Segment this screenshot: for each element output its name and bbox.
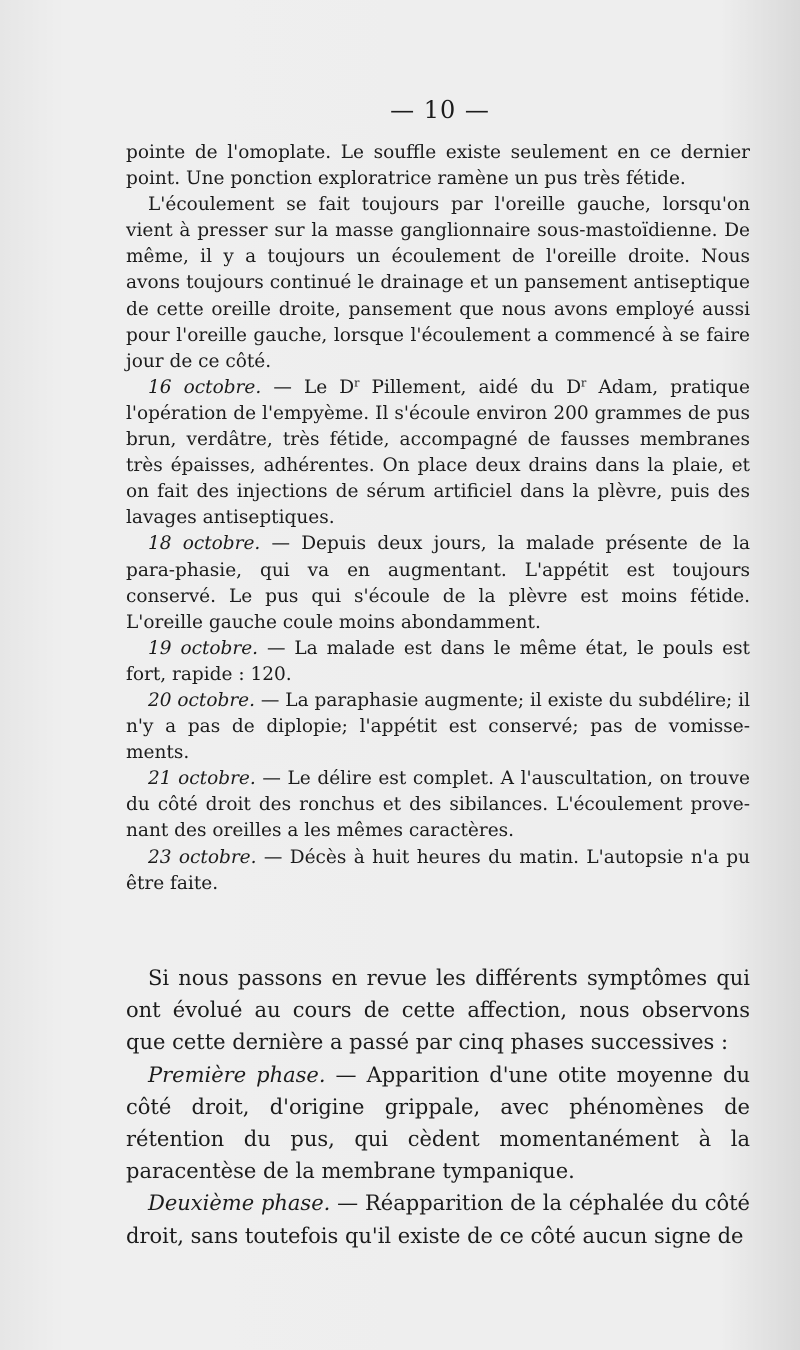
phase-text: — Réapparition de la céphalée du côté droit, sans toutefois qu'il existe de ce côté aucun signe de bbox=[126, 1191, 750, 1248]
phase-paragraph bbox=[126, 1187, 750, 1251]
diary-entry bbox=[126, 845, 750, 897]
entry-text: — Le D bbox=[261, 376, 355, 398]
page-number: — 10 — bbox=[390, 96, 490, 124]
paragraph: Si nous passons en revue les différents symptômes qui ont évolué au cours de cette affection, nous observons que cette dernière a passé par cinq phases successives : bbox=[126, 966, 750, 1055]
entry-text: — La malade est dans le même état, le pouls est fort, rapide : 120. bbox=[126, 637, 750, 685]
phase-title: Première phase. bbox=[148, 1062, 326, 1087]
clinical-notes bbox=[126, 140, 750, 897]
paragraph: L'écoulement se fait toujours par l'oreille gauche, lorsqu'on vient à presser sur la masse ganglionnaire sous-mastoïdienne. De même, il y a toujours un écoulement de l'oreille droite. Nous avons toujours continué le drainage et un pansement antiseptique de cette oreille droite, pansement que nous avons employé aussi pour l'oreille gauche, lorsque l'écoulement a commencé à se faire jour de ce côté. bbox=[126, 194, 750, 372]
entry-date: 18 octobre. bbox=[148, 533, 261, 555]
superscript: r bbox=[354, 376, 360, 390]
phase-title: Deuxième phase. bbox=[148, 1191, 331, 1216]
discussion bbox=[126, 962, 750, 1252]
phase-text: — Apparition d'une otite moyenne du côté droit, d'origine grippale, avec phénomènes de rétention du pus, qui cèdent momentanément à la paracentèse de la membrane tympanique. bbox=[126, 1062, 750, 1184]
entry-text: — La paraphasie augmente; il existe du subdélire; il n'y a pas de diplopie; l'appétit est conservé; pas de vomisse-ments. bbox=[126, 689, 750, 764]
entry-text: — Depuis deux jours, la malade présente de la para-phasie, qui va en augmentant. L'appétit est toujours conservé. Le pus qui s'écoule de la plèvre est moins fétide. L'oreille gauche coule moins abondamment. bbox=[126, 533, 750, 633]
diary-entry bbox=[126, 531, 750, 635]
entry-date: 16 octobre. bbox=[148, 376, 262, 398]
entry-text: — Le délire est complet. A l'auscultation, on trouve du côté droit des ronchus et des sibilances. L'écoulement prove-nant des oreilles a les mêmes caractères. bbox=[126, 768, 750, 842]
diary-entry bbox=[126, 688, 750, 766]
entry-date: 21 octobre. bbox=[148, 768, 256, 790]
entry-date: 20 octobre. bbox=[148, 689, 256, 711]
entry-date: 23 octobre. bbox=[148, 846, 257, 868]
diary-entry bbox=[126, 375, 750, 532]
entry-text: — Décès à huit heures du matin. L'autopsie n'a pu être faite. bbox=[126, 846, 750, 894]
paragraph: pointe de l'omoplate. Le souffle existe seulement en ce dernier point. Une ponction exploratrice ramène un pus très fétide. bbox=[126, 142, 750, 190]
entry-text: Pillement, aidé du D bbox=[359, 376, 582, 398]
phase-paragraph bbox=[126, 1059, 750, 1188]
entry-text: Adam, pratique l'opération de l'empyème. Il s'écoule environ 200 grammes de pus brun, verdâtre, très fétide, accompagné de fausses membranes très épaisses, adhérentes. On place deux drains dans la plaie, et on fait des injections de sérum artificiel dans la plèvre, puis des lavages antiseptiques. bbox=[126, 376, 750, 529]
diary-entry bbox=[126, 766, 750, 844]
superscript: r bbox=[581, 376, 587, 390]
diary-entry bbox=[126, 636, 750, 688]
entry-date: 19 octobre. bbox=[148, 637, 259, 659]
